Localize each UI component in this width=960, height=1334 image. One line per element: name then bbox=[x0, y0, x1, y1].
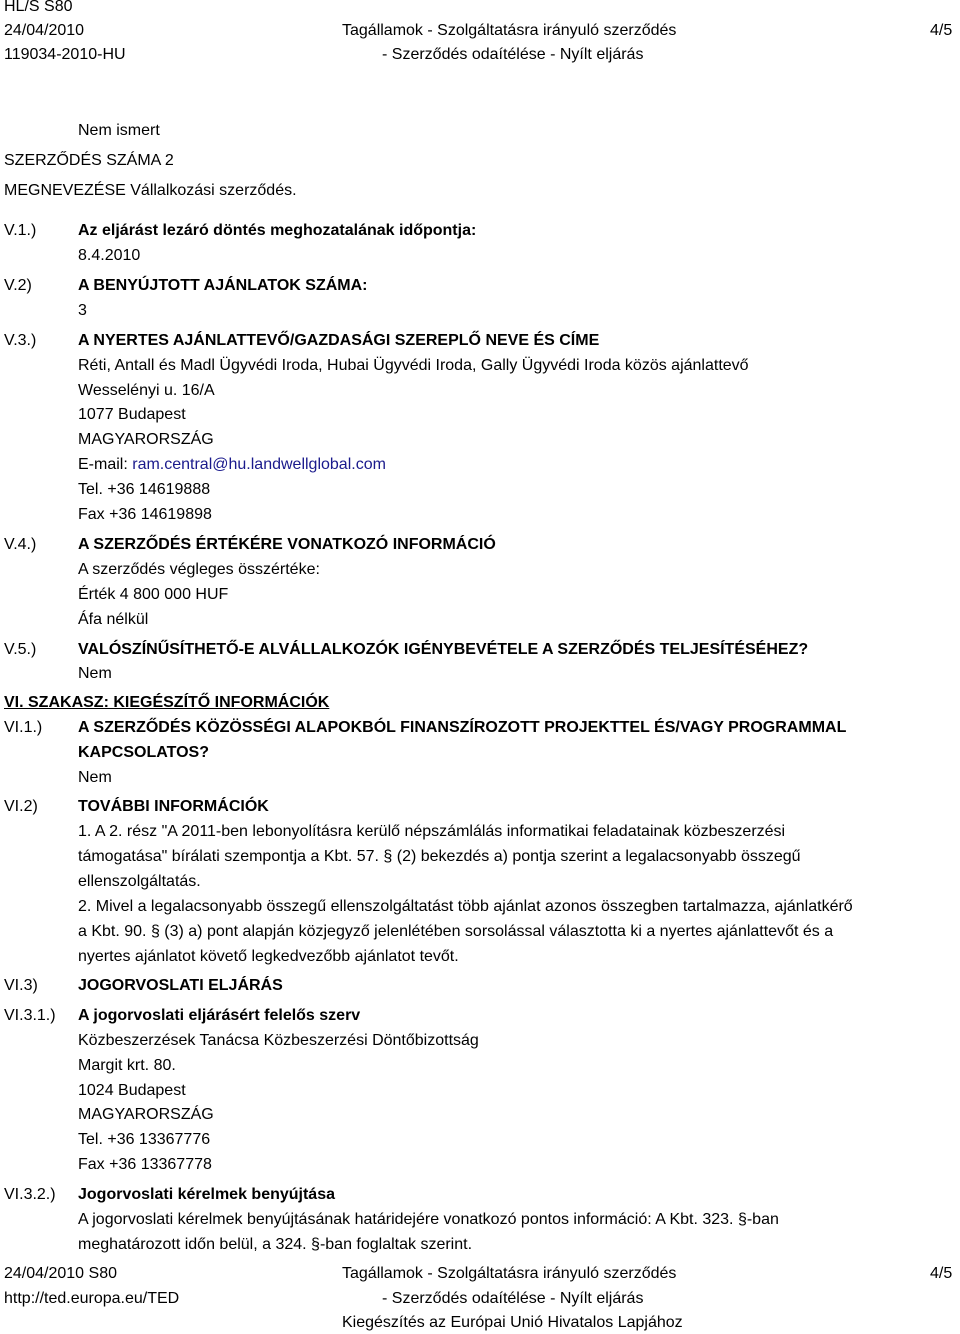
total-value-label: A szerződés végleges összértéke: bbox=[78, 561, 320, 578]
contract-number: SZERZŐDÉS SZÁMA 2 bbox=[4, 152, 174, 169]
heading-vi1-line1: A SZERZŐDÉS KÖZÖSSÉGI ALAPOKBÓL FINANSZÍROZOTT PROJEKTTEL ÉS/VAGY PROGRAMMAL bbox=[78, 719, 847, 736]
winner-email-link[interactable]: ram.central@hu.landwellglobal.com bbox=[132, 456, 386, 473]
contract-value: Érték 4 800 000 HUF bbox=[78, 586, 229, 603]
section-number-v3: V.3.) bbox=[4, 332, 37, 349]
section-number-v4: V.4.) bbox=[4, 536, 37, 553]
offers-count: 3 bbox=[78, 302, 87, 319]
heading-vi1-line2: KAPCSOLATOS? bbox=[78, 744, 209, 761]
header-title-2: - Szerződés odaítélése - Nyílt eljárás bbox=[382, 46, 644, 63]
header-date: 24/04/2010 bbox=[4, 22, 85, 39]
footer-url[interactable]: http://ted.europa.eu/TED bbox=[4, 1290, 180, 1307]
heading-vi2: TOVÁBBI INFORMÁCIÓK bbox=[78, 798, 269, 815]
section-number-vi1: VI.1.) bbox=[4, 719, 43, 736]
section-number-vi31: VI.3.1.) bbox=[4, 1007, 56, 1024]
footer-date-oj: 24/04/2010 S80 bbox=[4, 1265, 117, 1282]
section-number-vi32: VI.3.2.) bbox=[4, 1186, 56, 1203]
header-title-1: Tagállamok - Szolgáltatásra irányuló szerződés bbox=[342, 22, 677, 39]
review-info-line-2: meghatározott időn belül, a 324. §-ban foglaltak szerint. bbox=[78, 1236, 473, 1253]
heading-v2: A BENYÚJTOTT AJÁNLATOK SZÁMA: bbox=[78, 277, 368, 294]
contract-name: MEGNEVEZÉSE Vállalkozási szerződés. bbox=[4, 182, 297, 199]
review-body-street: Margit krt. 80. bbox=[78, 1057, 176, 1074]
eu-funds-answer: Nem bbox=[78, 769, 112, 786]
info-line-1: 1. A 2. rész "A 2011-ben lebonyolításra kerülő népszámlálás informatikai feladatainak közbeszerzési bbox=[78, 823, 786, 840]
review-body-tel: Tel. +36 13367776 bbox=[78, 1131, 211, 1148]
info-line-2: támogatása" bírálati szempontja a Kbt. 57. § (2) bekezdés a) pontja szerint a legalacsonyabb összegű bbox=[78, 848, 801, 865]
heading-v4: A SZERZŐDÉS ÉRTÉKÉRE VONATKOZÓ INFORMÁCIÓ bbox=[78, 536, 496, 553]
not-known: Nem ismert bbox=[78, 122, 160, 139]
section-number-v5: V.5.) bbox=[4, 641, 37, 658]
vat-note: Áfa nélkül bbox=[78, 611, 149, 628]
section-number-v1: V.1.) bbox=[4, 222, 37, 239]
info-line-4: 2. Mivel a legalacsonyabb összegű ellenszolgáltatást több ajánlat azonos összegben tartalmazza, ajánlatkérő bbox=[78, 898, 853, 915]
heading-vi32: Jogorvoslati kérelmek benyújtása bbox=[78, 1186, 335, 1203]
section-number-vi3: VI.3) bbox=[4, 977, 38, 994]
winner-city: 1077 Budapest bbox=[78, 406, 186, 423]
heading-v5: VALÓSZÍNŰSÍTHETŐ-E ALVÁLLALKOZÓK IGÉNYBEVÉTELE A SZERZŐDÉS TELJESÍTÉSÉHEZ? bbox=[78, 641, 809, 658]
header-page: 4/5 bbox=[930, 22, 953, 39]
section-vi-title: VI. SZAKASZ: KIEGÉSZÍTŐ INFORMÁCIÓK bbox=[4, 694, 330, 711]
subcontracting-answer: Nem bbox=[78, 665, 112, 682]
winner-street: Wesselényi u. 16/A bbox=[78, 382, 215, 399]
section-number-vi2: VI.2) bbox=[4, 798, 38, 815]
footer-supplement: Kiegészítés az Európai Unió Hivatalos Lapjához bbox=[342, 1314, 683, 1331]
header-ref: 119034-2010-HU bbox=[4, 46, 126, 63]
info-line-6: nyertes ajánlatot követő legkedvezőbb ajánlatot tevőt. bbox=[78, 948, 459, 965]
winner-tel: Tel. +36 14619888 bbox=[78, 481, 211, 498]
footer-page: 4/5 bbox=[930, 1265, 953, 1282]
winner-email-row bbox=[78, 456, 386, 474]
heading-vi3: JOGORVOSLATI ELJÁRÁS bbox=[78, 977, 283, 994]
winner-country: MAGYARORSZÁG bbox=[78, 431, 214, 448]
heading-vi31: A jogorvoslati eljárásért felelős szerv bbox=[78, 1007, 361, 1024]
review-body-city: 1024 Budapest bbox=[78, 1082, 186, 1099]
info-line-3: ellenszolgáltatás. bbox=[78, 873, 201, 890]
info-line-5: a Kbt. 90. § (3) a) pont alapján közjegyző jelenlétében sorsolással választotta ki a nyertes ajánlattevőt és a bbox=[78, 923, 834, 940]
review-body-name: Közbeszerzések Tanácsa Közbeszerzési Döntőbizottság bbox=[78, 1032, 479, 1049]
footer-title-2: - Szerződés odaítélése - Nyílt eljárás bbox=[382, 1290, 644, 1307]
section-number-v2: V.2) bbox=[4, 277, 32, 294]
review-body-country: MAGYARORSZÁG bbox=[78, 1106, 214, 1123]
email-label: E-mail: bbox=[78, 456, 133, 473]
decision-date: 8.4.2010 bbox=[78, 247, 141, 264]
heading-v1: Az eljárást lezáró döntés meghozatalának időpontja: bbox=[78, 222, 477, 239]
heading-v3: A NYERTES AJÁNLATTEVŐ/GAZDASÁGI SZEREPLŐ NEVE ÉS CÍME bbox=[78, 332, 600, 349]
winner-name: Réti, Antall és Madl Ügyvédi Iroda, Hubai Ügyvédi Iroda, Gally Ügyvédi Iroda közös ajánlattevő bbox=[78, 357, 749, 374]
header-doc-code: HL/S S80 bbox=[4, 0, 73, 15]
footer-title-1: Tagállamok - Szolgáltatásra irányuló szerződés bbox=[342, 1265, 677, 1282]
review-body-fax: Fax +36 13367778 bbox=[78, 1156, 212, 1173]
winner-fax: Fax +36 14619898 bbox=[78, 506, 212, 523]
review-info-line-1: A jogorvoslati kérelmek benyújtásának határidejére vonatkozó pontos információ: A Kbt. 323. §-ban bbox=[78, 1211, 779, 1228]
